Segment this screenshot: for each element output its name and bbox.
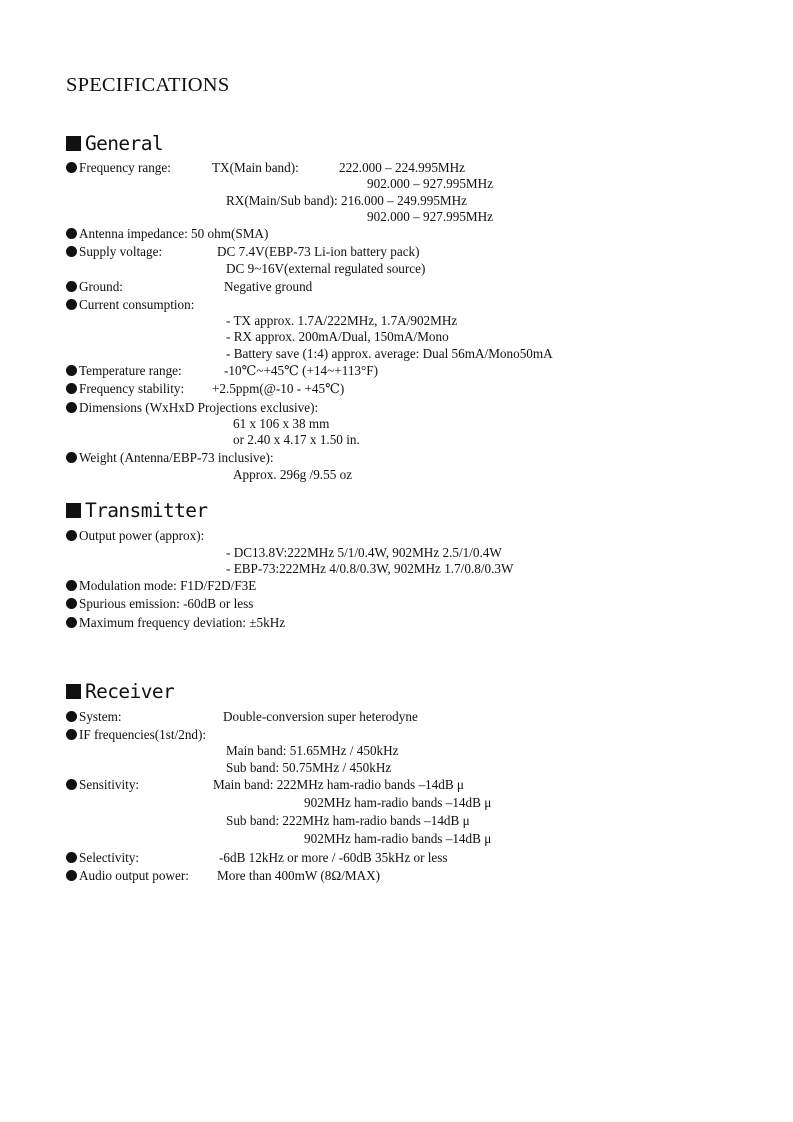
weight-value: Approx. 296g /9.55 oz	[233, 467, 353, 482]
receiver-heading-text: Receiver	[85, 680, 175, 703]
sensitivity-sub-1: Sub band: 222MHz ham-radio bands –14dB μ	[226, 813, 470, 828]
spec-row-frequency	[66, 160, 171, 176]
temp-value: -10℃~+45℃ (+14~+113°F)	[224, 363, 379, 378]
spec-row-antenna	[66, 226, 268, 242]
section-heading-receiver	[66, 680, 174, 703]
bullet-icon	[66, 299, 77, 310]
sensitivity-main-1: Main band: 222MHz ham-radio bands –14dB μ	[213, 777, 465, 792]
weight-label: Weight (Antenna/EBP-73 inclusive):	[79, 450, 274, 465]
spec-row-spurious	[66, 596, 253, 612]
power-label: Output power (approx):	[79, 528, 205, 543]
rx-range-2: 902.000 – 927.995MHz	[367, 209, 494, 224]
dimensions-value-1: 61 x 106 x 38 mm	[233, 416, 330, 431]
if-main: Main band: 51.65MHz / 450kHz	[226, 743, 399, 758]
spec-row-deviation	[66, 615, 285, 631]
bullet-icon	[66, 162, 77, 173]
spec-row-selectivity	[66, 850, 139, 866]
sensitivity-sub-2: 902MHz ham-radio bands –14dB μ	[304, 831, 492, 846]
spec-row-sensitivity	[66, 777, 139, 793]
bullet-icon	[66, 530, 77, 541]
tx-range-2: 902.000 – 927.995MHz	[367, 176, 494, 191]
audio-value: More than 400mW (8Ω/MAX)	[217, 868, 381, 883]
bullet-icon	[66, 779, 77, 790]
bullet-icon	[66, 870, 77, 881]
if-label: IF frequencies(1st/2nd):	[79, 727, 207, 742]
audio-label: Audio output power:	[79, 868, 189, 883]
spec-row-temperature	[66, 363, 182, 379]
current-value-2: - RX approx. 200mA/Dual, 150mA/Mono	[226, 329, 449, 344]
page-title: SPECIFICATIONS	[66, 74, 230, 96]
selectivity-label: Selectivity:	[79, 850, 140, 865]
modulation-text: Modulation mode: F1D/F2D/F3E	[79, 578, 257, 593]
bullet-icon	[66, 729, 77, 740]
spec-row-audio	[66, 868, 189, 884]
spurious-text: Spurious emission: -60dB or less	[79, 596, 254, 611]
freq-label: Frequency range:	[79, 160, 171, 175]
transmitter-heading-text: Transmitter	[85, 499, 208, 522]
sensitivity-label: Sensitivity:	[79, 777, 140, 792]
bullet-icon	[66, 598, 77, 609]
spec-row-ground	[66, 279, 123, 295]
bullet-icon	[66, 452, 77, 463]
bullet-icon	[66, 711, 77, 722]
spec-row-weight	[66, 450, 274, 466]
rx-label: RX(Main/Sub band): 216.000 – 249.995MHz	[226, 193, 468, 208]
system-label: System:	[79, 709, 122, 724]
spec-row-if	[66, 727, 206, 743]
bullet-icon	[66, 402, 77, 413]
bullet-icon	[66, 281, 77, 292]
temp-label: Temperature range:	[79, 363, 182, 378]
dimensions-label: Dimensions (WxHxD Projections exclusive):	[79, 400, 319, 415]
spec-row-stability	[66, 381, 184, 397]
spec-row-dimensions	[66, 400, 318, 416]
spec-row-current	[66, 297, 194, 313]
current-value-3: - Battery save (1:4) approx. average: Dual 56mA/Mono50mA	[226, 346, 553, 361]
power-value-1: - DC13.8V:222MHz 5/1/0.4W, 902MHz 2.5/1/0.4W	[226, 545, 502, 560]
bullet-icon	[66, 580, 77, 591]
tx-range-1: 222.000 – 224.995MHz	[339, 160, 466, 175]
selectivity-value: -6dB 12kHz or more / -60dB 35kHz or less	[219, 850, 448, 865]
tx-label: TX(Main band):	[212, 160, 299, 175]
supply-value-2: DC 9~16V(external regulated source)	[226, 261, 426, 276]
current-value-1: - TX approx. 1.7A/222MHz, 1.7A/902MHz	[226, 313, 458, 328]
if-sub: Sub band: 50.75MHz / 450kHz	[226, 760, 392, 775]
section-heading-transmitter	[66, 499, 208, 522]
stability-label: Frequency stability:	[79, 381, 185, 396]
general-heading-text: General	[85, 132, 163, 155]
bullet-icon	[66, 617, 77, 628]
spec-row-output-power	[66, 528, 204, 544]
spec-row-supply	[66, 244, 162, 260]
square-bullet-icon	[66, 136, 81, 151]
supply-label: Supply voltage:	[79, 244, 163, 259]
bullet-icon	[66, 246, 77, 257]
bullet-icon	[66, 365, 77, 376]
sensitivity-main-2: 902MHz ham-radio bands –14dB μ	[304, 795, 492, 810]
square-bullet-icon	[66, 503, 81, 518]
square-bullet-icon	[66, 684, 81, 699]
section-heading-general	[66, 132, 163, 155]
spec-row-system	[66, 709, 122, 725]
bullet-icon	[66, 383, 77, 394]
spec-row-modulation	[66, 578, 256, 594]
system-value: Double-conversion super heterodyne	[223, 709, 418, 724]
power-value-2: - EBP-73:222MHz 4/0.8/0.3W, 902MHz 1.7/0.8/0.3W	[226, 561, 514, 576]
deviation-text: Maximum frequency deviation: ±5kHz	[79, 615, 286, 630]
bullet-icon	[66, 228, 77, 239]
bullet-icon	[66, 852, 77, 863]
current-label: Current consumption:	[79, 297, 195, 312]
ground-label: Ground:	[79, 279, 123, 294]
ground-value: Negative ground	[224, 279, 313, 294]
supply-value-1: DC 7.4V(EBP-73 Li-ion battery pack)	[217, 244, 420, 259]
antenna-text: Antenna impedance: 50 ohm(SMA)	[79, 226, 269, 241]
dimensions-value-2: or 2.40 x 4.17 x 1.50 in.	[233, 432, 360, 447]
stability-value: +2.5ppm(@-10 - +45℃)	[212, 381, 345, 396]
